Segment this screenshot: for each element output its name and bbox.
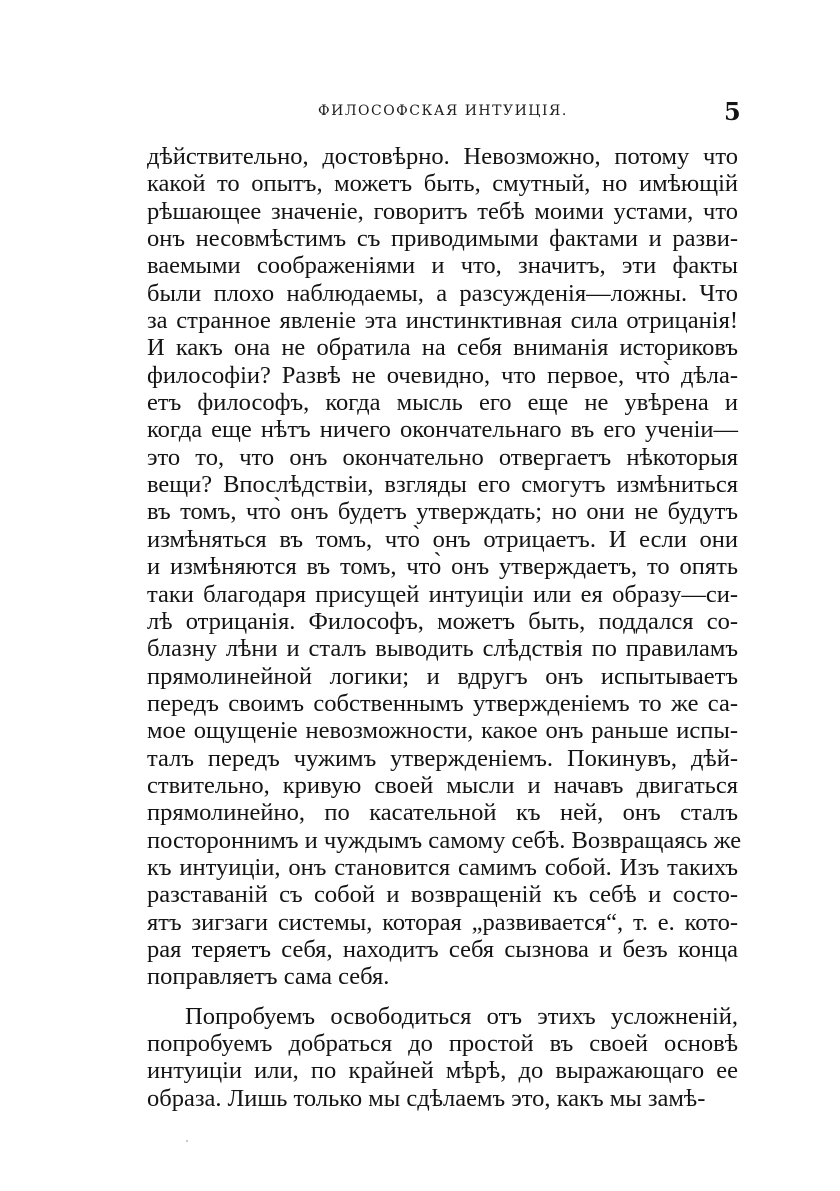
text-line: рая теряетъ себя, находитъ себя сызнова и безъ конца [147, 935, 738, 963]
text-line: етъ философъ, когда мысль его еще не увѣрена и [147, 389, 738, 417]
text-line: попробуемъ добраться до простой въ своей основѣ [147, 1030, 738, 1057]
paragraph-gap [147, 991, 738, 1003]
text-line: измѣняться въ томъ, что̀ онъ отрицаетъ. И если они [147, 525, 738, 553]
paper-speck [186, 1140, 188, 1142]
text-line: образа. Лишь только мы сдѣлаемъ это, какъ мы замѣ- [147, 1084, 706, 1112]
text-line: и измѣняются въ томъ, что̀ онъ утверждаетъ, то опять [147, 553, 738, 581]
page-number: 5 [724, 97, 741, 126]
text-line: ствительно, кривую своей мысли и начавъ двигаться [147, 771, 738, 799]
text-line: прямолинейной логики; и вдругъ онъ испытываетъ [147, 662, 738, 690]
text-line: ятъ зигзаги системы, которая „развивается“, т. е. кото- [147, 908, 738, 936]
text-line: были плохо наблюдаемы, а разсужденія—ложны. Что [147, 279, 738, 307]
text-line: къ интуиціи, онъ становится самимъ собой. Изъ такихъ [147, 853, 738, 881]
text-line: онъ несовмѣстимъ съ приводимыми фактами и разви- [147, 225, 738, 253]
text-line: талъ передъ чужимъ утвержденіемъ. Покинувъ, дѣй- [147, 744, 738, 772]
text-line: постороннимъ и чуждымъ самому себѣ. Возвращаясь же [147, 826, 742, 854]
text-line: за странное явленіе эта инстинктивная сила отрицанія! [147, 307, 738, 335]
text-line: таки благодаря присущей интуиціи или ея образу—си- [147, 580, 738, 608]
text-line: это то, что онъ окончательно отвергаетъ нѣкоторыя [147, 443, 738, 471]
running-title: ФИЛОСОФСКАЯ ИНТУИЦІЯ. [318, 103, 568, 119]
text-line: вещи? Впослѣдствіи, взгляды его смогутъ измѣниться [147, 471, 738, 499]
text-line: въ томъ, что̀ онъ будетъ утверждать; но они не будутъ [147, 498, 738, 526]
text-line: какой то опытъ, можетъ быть, смутный, но имѣющій [147, 170, 738, 198]
paragraph-2 [147, 1003, 738, 1112]
text-line: прямолинейно, по касательной къ ней, онъ сталъ [147, 799, 738, 827]
text-line: передъ своимъ собственнымъ утвержденіемъ то же са- [147, 689, 738, 717]
text-line: блазну лѣни и сталъ выводить слѣдствія по правиламъ [147, 635, 738, 663]
text-line: И какъ она не обратила на себя вниманія историковъ [147, 334, 738, 362]
paragraph-1 [147, 143, 742, 991]
text-line: мое ощущеніе невозможности, какое онъ раньше испы- [147, 717, 738, 745]
body-text [147, 143, 742, 1112]
text-line: разставаній съ собой и возвращеній къ себѣ и состо- [147, 881, 738, 909]
text-line: когда еще нѣтъ ничего окончательнаго въ его ученіи— [147, 416, 738, 444]
text-line: ваемыми соображеніями и что, значитъ, эти факты [147, 252, 738, 280]
text-line: рѣшающее значеніе, говоритъ тебѣ моими устами, что [147, 197, 738, 225]
text-line: лѣ отрицанія. Философъ, можетъ быть, поддался со- [147, 607, 738, 635]
text-line: Попробуемъ освободиться отъ этихъ усложненій, [185, 1002, 738, 1030]
text-line: философіи? Развѣ не очевидно, что первое, что̀ дѣла- [147, 361, 738, 389]
text-line: поправляетъ сама себя. [147, 963, 390, 991]
text-line: интуиціи или, по крайней мѣрѣ, до выражающаго ее [147, 1057, 738, 1085]
text-line: дѣйствительно, достовѣрно. Невозможно, потому что [147, 143, 738, 170]
